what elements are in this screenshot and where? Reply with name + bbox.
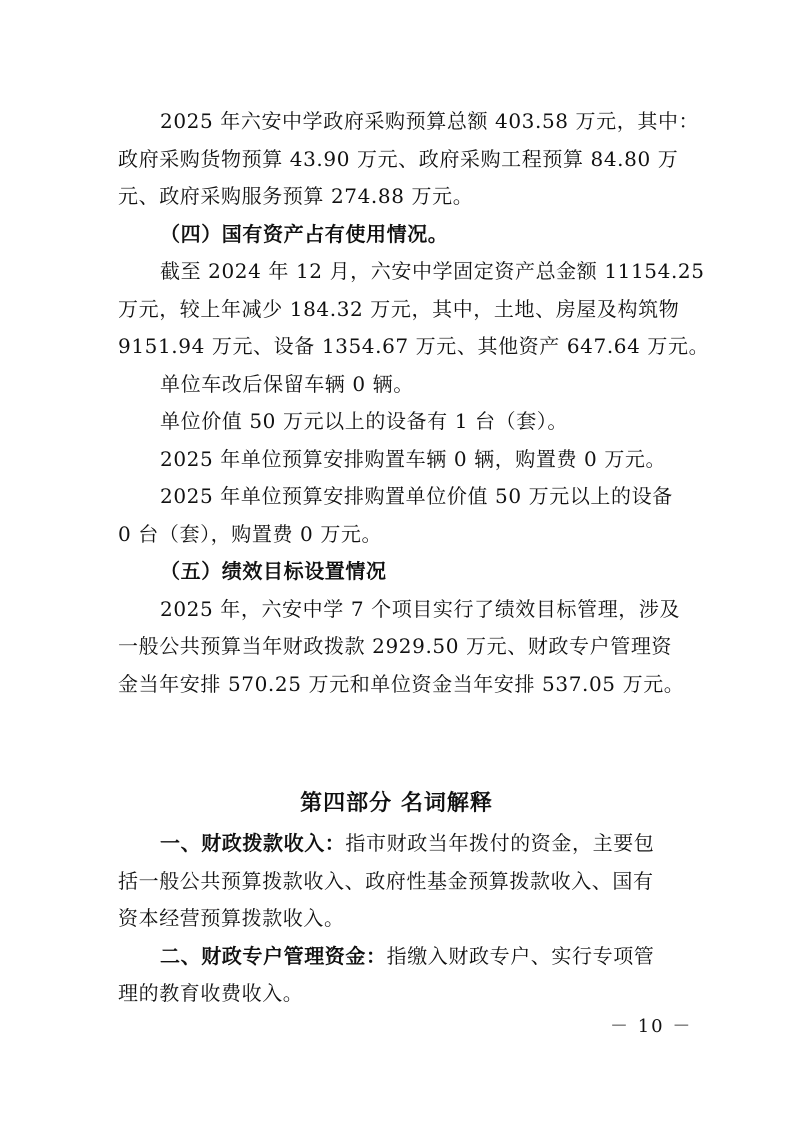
definition-fiscal-appropriation-line1 (160, 829, 654, 857)
paragraph-assets-line1: 截至 2024 年 12 月，六安中学固定资产总金额 11154.25 (160, 259, 705, 283)
definition-text-special-account: 指缴入财政专户、实行专项管 (386, 944, 655, 968)
definition-term-special-account: 二、财政专户管理资金： (160, 944, 387, 968)
paragraph-procurement-line2: 政府采购货物预算 43.90 万元、政府采购工程预算 84.80 万 (118, 147, 679, 171)
paragraph-performance-line3: 金当年安排 570.25 万元和单位资金当年安排 537.05 万元。 (118, 672, 685, 696)
paragraph-equipment-purchase-line1: 2025 年单位预算安排购置单位价值 50 万元以上的设备 (160, 484, 673, 508)
section-heading-state-assets: （四）国有资产占有使用情况。 (160, 222, 449, 246)
paragraph-performance-line2: 一般公共预算当年财政拨款 2929.50 万元、财政专户管理资 (118, 634, 673, 658)
definition-special-account-line2: 理的教育收费收入。 (118, 981, 304, 1005)
definition-special-account-line1 (160, 942, 654, 970)
paragraph-vehicle-purchase: 2025 年单位预算安排购置车辆 0 辆，购置费 0 万元。 (160, 447, 667, 471)
paragraph-assets-line2: 万元，较上年减少 184.32 万元，其中，土地、房屋及构筑物 (118, 297, 680, 321)
paragraph-performance-line1: 2025 年，六安中学 7 个项目实行了绩效目标管理，涉及 (160, 597, 681, 621)
paragraph-procurement-line3: 元、政府采购服务预算 274.88 万元。 (118, 184, 474, 208)
section-heading-performance-goals: （五）绩效目标设置情况 (160, 559, 387, 583)
definition-term-fiscal-appropriation: 一、财政拨款收入： (160, 831, 346, 855)
paragraph-vehicles-retained: 单位车改后保留车辆 0 辆。 (160, 372, 414, 396)
paragraph-equipment-purchase-line2: 0 台（套），购置费 0 万元。 (118, 522, 383, 546)
part-four-title: 第四部分 名词解释 (300, 791, 493, 816)
paragraph-assets-line3: 9151.94 万元、设备 1354.67 万元、其他资产 647.64 万元。 (118, 334, 710, 358)
paragraph-procurement-line1: 2025 年六安中学政府采购预算总额 403.58 万元，其中： (160, 109, 700, 133)
definition-text-fiscal-appropriation: 指市财政当年拨付的资金，主要包 (345, 831, 655, 855)
definition-fiscal-appropriation-line2: 括一般公共预算拨款收入、政府性基金预算拨款收入、国有 (118, 869, 654, 893)
page-number: － 10 － (610, 1016, 693, 1037)
definition-fiscal-appropriation-line3: 资本经营预算拨款收入。 (118, 906, 345, 930)
paragraph-equipment-count: 单位价值 50 万元以上的设备有 1 台（套）。 (160, 409, 569, 433)
